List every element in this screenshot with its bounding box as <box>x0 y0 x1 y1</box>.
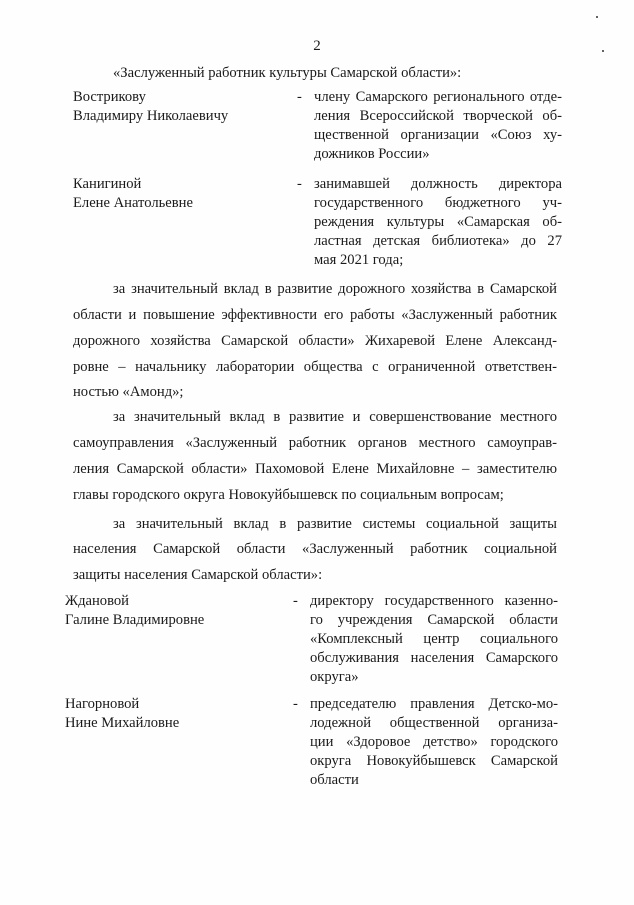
para-road-line: ностью «Амонд»; <box>73 384 184 400</box>
desc-line: мая 2021 года; <box>314 252 404 268</box>
para-local-line: ления Самарской области» Пахомовой Елене Михайловне – заместителю <box>73 461 557 477</box>
awardee-desc-kanigina <box>314 175 562 270</box>
desc-line: директору государственного казенно- <box>310 593 558 609</box>
dash: - <box>293 696 298 712</box>
para-road-line: за значительный вклад в развитие дорожного хозяйства в Самарской <box>113 281 557 297</box>
desc-line: ластная детская библиотека» до 27 <box>314 233 562 249</box>
awardee-name-vostrikov <box>73 88 228 126</box>
awardee-name-nagornova <box>65 695 179 733</box>
desc-line: округа Новокуйбышевск Самарской <box>310 753 558 769</box>
para-social-line: защиты населения Самарской области»: <box>73 567 323 583</box>
scan-speck <box>602 50 604 52</box>
desc-line: «Комплексный центр социального <box>310 631 558 647</box>
dash: - <box>297 89 302 105</box>
para-road-line: ровне – начальнику лаборатории общества с ограниченной ответствен- <box>73 359 557 375</box>
desc-line: занимавшей должность директора <box>314 176 562 192</box>
name-line: Канигиной <box>73 176 142 192</box>
desc-line: государственного бюджетного уч- <box>314 195 562 211</box>
desc-line: щественной организации «Союз ху- <box>314 127 562 143</box>
awardee-name-kanigina <box>73 175 193 213</box>
desc-line: реждения культуры «Самарская об- <box>314 214 562 230</box>
page-number: 2 <box>313 38 321 54</box>
name-line: Нагорновой <box>65 696 140 712</box>
desc-line: лодежной общественной организа- <box>310 715 558 731</box>
para-social-line: за значительный вклад в развитие системы социальной защиты <box>113 516 557 532</box>
dash: - <box>297 176 302 192</box>
desc-line: области <box>310 772 359 788</box>
para-road-line: области и повышение эффективности его работы «Заслуженный работник <box>73 307 557 323</box>
desc-line: председателю правления Детско-мо- <box>310 696 558 712</box>
name-line: Вострикову <box>73 89 146 105</box>
para-local-line: главы городского округа Новокуйбышевск по социальным вопросам; <box>73 487 504 503</box>
name-line: Владимиру Николаевичу <box>73 108 229 124</box>
awardee-name-zhdanova <box>65 592 204 630</box>
para-social-line: населения Самарской области «Заслуженный работник социальной <box>73 541 557 557</box>
desc-line: ции «Здоровое детство» городского <box>310 734 558 750</box>
dash: - <box>293 593 298 609</box>
name-line: Елене Анатольевне <box>73 195 193 211</box>
desc-line: округа» <box>310 669 359 685</box>
desc-line: дожников России» <box>314 146 430 162</box>
awardee-desc-vostrikov <box>314 88 562 164</box>
para-road-line: дорожного хозяйства Самарской области» Жихаревой Елене Александ- <box>73 333 557 349</box>
desc-line: члену Самарского регионального отде- <box>314 89 562 105</box>
para-local-line: за значительный вклад в развитие и совершенствование местного <box>113 409 557 425</box>
awardee-desc-nagornova <box>310 695 558 790</box>
name-line: Галине Владимировне <box>65 612 205 628</box>
name-line: Нине Михайловне <box>65 715 180 731</box>
intro-line: «Заслуженный работник культуры Самарской области»: <box>113 65 462 81</box>
desc-line: обслуживания населения Самарского <box>310 650 558 666</box>
desc-line: ления Всероссийской творческой об- <box>314 108 562 124</box>
name-line: Ждановой <box>65 593 129 609</box>
scan-speck <box>596 16 598 18</box>
para-local-line: самоуправления «Заслуженный работник органов местного самоуправ- <box>73 435 557 451</box>
awardee-desc-zhdanova <box>310 592 558 687</box>
desc-line: го учреждения Самарской области <box>310 612 558 628</box>
